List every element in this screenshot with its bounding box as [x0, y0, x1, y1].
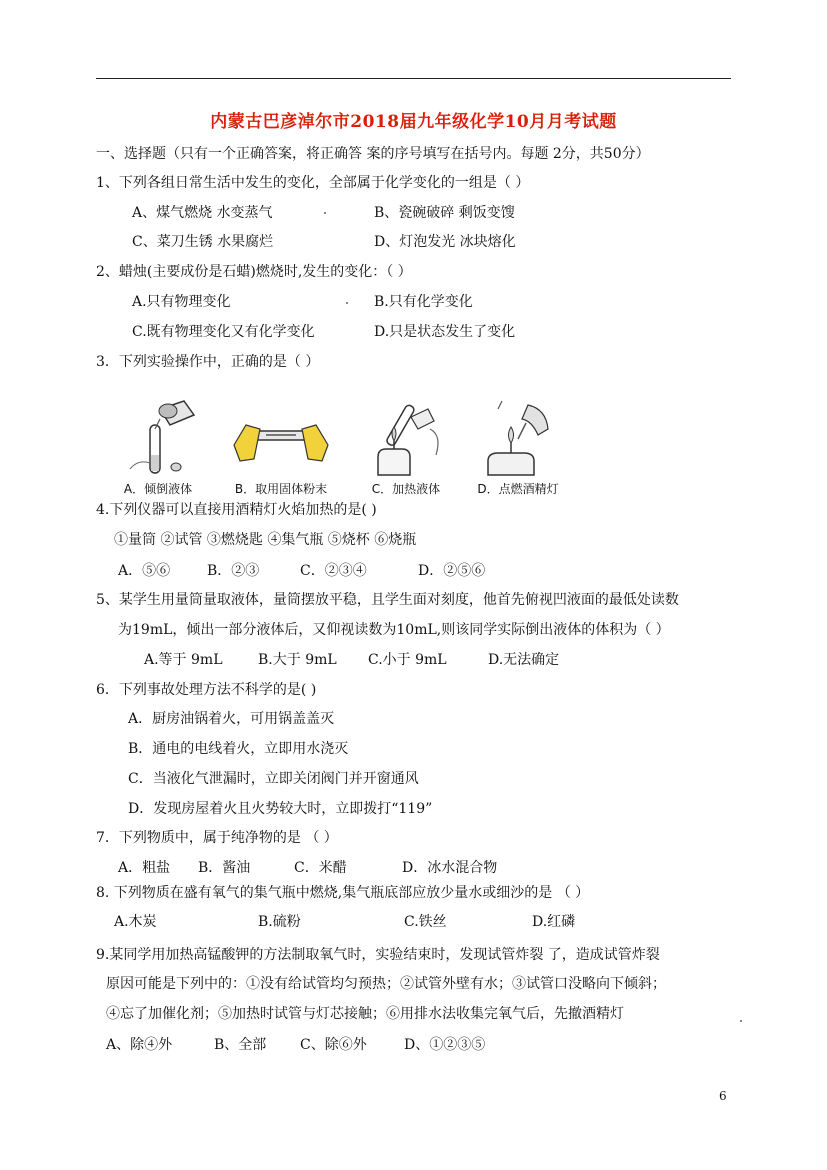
q4-option-b: B．②③: [207, 563, 260, 579]
q8-option-c: C.铁丝: [404, 914, 447, 930]
q7-option-c: C．米醋: [294, 860, 347, 876]
q1-option-d: D、灯泡发光 冰块熔化: [374, 234, 516, 250]
q5-option-c: C.小于 9mL: [368, 652, 447, 668]
q8-option-a: A.木炭: [114, 914, 157, 930]
q1-option-c: C、菜刀生锈 水果腐烂: [132, 234, 274, 250]
q9-option-d: D、①②③⑤: [404, 1037, 486, 1053]
q2-option-a: A.只有物理变化: [132, 294, 231, 310]
q9-stem-line1: 9.某同学用加热高锰酸钾的方法制取氧气时，实验结束时，发现试管炸裂 了，造成试管炸裂: [96, 947, 660, 963]
q2-stem: 2、蜡烛(主要成份是石蜡)燃烧时,发生的变化：（ ）: [96, 264, 412, 280]
scan-speck: [740, 1020, 742, 1022]
q1-stem: 1、下列各组日常生活中发生的变化，全部属于化学变化的一组是（ ）: [96, 175, 530, 191]
q3-figure-c: [356, 395, 456, 497]
q2-option-d: D.只是状态发生了变化: [374, 324, 516, 340]
q3-figure-b: [226, 395, 336, 497]
q5-option-a: A.等于 9mL: [144, 652, 223, 668]
q3-figure-a: [108, 395, 208, 497]
taking-powder-illustration: [226, 395, 336, 479]
q9-stem-line3: ④忘了加催化剂；⑤加热时试管与灯芯接触；⑥用排水法收集完氧气后，先撤酒精灯: [106, 1006, 624, 1022]
q6-option-b: B．通电的电线着火，立即用水浇灭: [128, 741, 349, 757]
q4-items: ①量筒 ②试管 ③燃烧匙 ④集气瓶 ⑤烧杯 ⑥烧瓶: [114, 532, 417, 548]
lighting-alcohol-lamp-illustration: [468, 395, 568, 479]
scan-speck: [324, 212, 326, 214]
q4-option-c: C．②③④: [300, 563, 367, 579]
heating-liquid-illustration: [356, 395, 456, 479]
q7-stem: 7．下列物质中，属于纯净物的是 （ ）: [96, 830, 338, 846]
q3-figure-a-caption: A．倾倒液体: [123, 482, 193, 496]
q2-option-b: B.只有化学变化: [374, 294, 473, 310]
q3-stem: 3．下列实验操作中，正确的是（ ）: [96, 354, 320, 370]
q3-figure-d-caption: D．点燃酒精灯: [477, 482, 559, 496]
q9-option-c: C、除⑥外: [300, 1037, 367, 1053]
section-heading: 一、选择题（只有一个正确答案，将正确答 案的序号填写在括号内。每题 2分，共50分）: [96, 146, 650, 162]
q7-option-d: D．冰水混合物: [402, 860, 498, 876]
q9-option-b: B、全部: [214, 1037, 267, 1053]
pouring-liquid-illustration: [108, 395, 208, 479]
q5-option-d: D.无法确定: [488, 652, 560, 668]
q6-stem: 6．下列事故处理方法不科学的是( ): [96, 682, 317, 698]
q2-option-c: C.既有物理变化又有化学变化: [132, 324, 315, 340]
q5-option-b: B.大于 9mL: [258, 652, 337, 668]
q4-stem: 4.下列仪器可以直接用酒精灯火焰加热的是( ): [96, 502, 377, 518]
q6-option-a: A．厨房油锅着火，可用锅盖盖灭: [128, 711, 335, 727]
q7-option-a: A．粗盐: [118, 860, 171, 876]
q8-option-b: B.硫粉: [258, 914, 301, 930]
q7-option-b: B．酱油: [198, 860, 251, 876]
q3-figures: [108, 395, 568, 497]
q9-option-a: A、除④外: [106, 1037, 173, 1053]
q9-stem-line2: 原因可能是下列中的：①没有给试管均匀预热；②试管外壁有水；③试管口没略向下倾斜；: [106, 976, 666, 992]
q3-figure-d: [468, 395, 568, 497]
q1-option-a: A、煤气燃烧 水变蒸气: [132, 205, 273, 221]
q3-figure-c-caption: C．加热液体: [371, 482, 441, 496]
q5-stem-line1: 5、某学生用量筒量取液体，量筒摆放平稳，且学生面对刻度，他首先俯视凹液面的最低处读数: [96, 592, 679, 608]
q6-option-d: D．发现房屋着火且火势较大时，立即拨打“119”: [128, 801, 433, 817]
q4-option-d: D．②⑤⑥: [418, 563, 486, 579]
page-number: 6: [719, 1089, 727, 1103]
q1-option-b: B、瓷碗破碎 剩饭变馊: [374, 205, 515, 221]
q6-option-c: C．当液化气泄漏时，立即关闭阀门并开窗通风: [128, 771, 419, 787]
header-rule: [96, 78, 731, 79]
page-title: 内蒙古巴彦淖尔市2018届九年级化学10月月考试题: [210, 112, 617, 132]
q8-option-d: D.红磷: [532, 914, 576, 930]
q8-stem: 8. 下列物质在盛有氧气的集气瓶中燃烧,集气瓶底部应放少量水或细沙的是 （ ）: [96, 885, 590, 901]
q4-option-a: A．⑤⑥: [118, 563, 171, 579]
q5-stem-line2: 为19mL，倾出一部分液体后，又仰视读数为10mL,则该同学实际倒出液体的体积为（ ）: [118, 622, 670, 638]
scan-speck: [346, 302, 348, 304]
q3-figure-b-caption: B．取用固体粉末: [234, 482, 328, 496]
